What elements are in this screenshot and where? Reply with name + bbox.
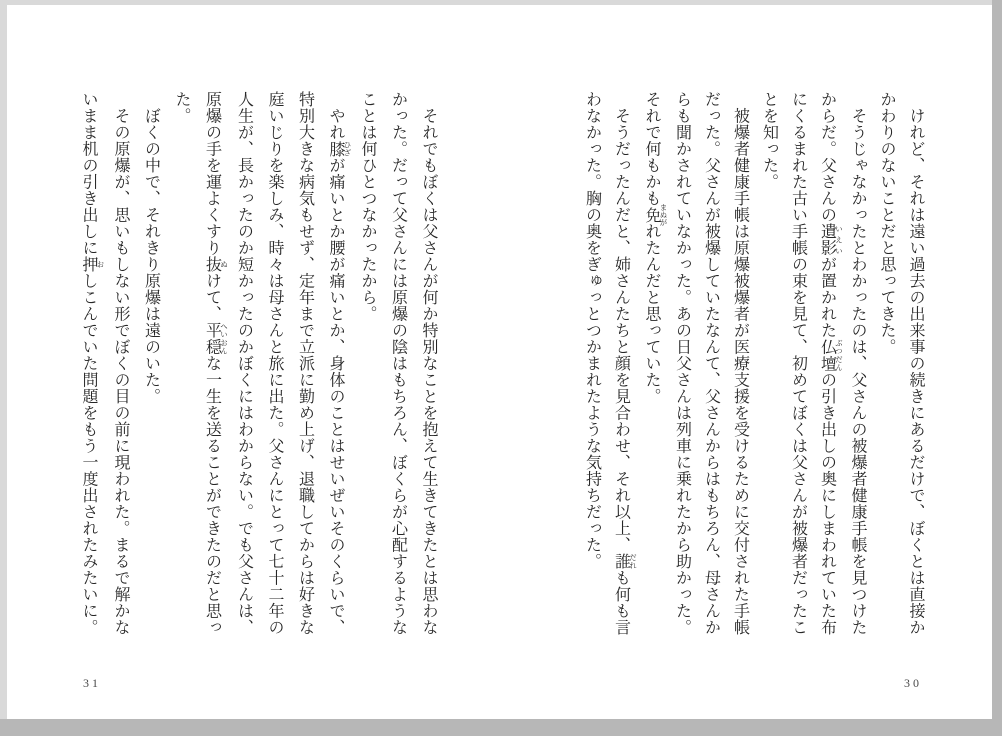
- text-column: やれ膝 ひざが痛いとか腰が痛いとか、身体のことはせいぜいそのくらいで、: [327, 91, 352, 636]
- text-column: わなかった。胸の奥をぎゅっとつかまれたような気持ちだった。: [583, 91, 601, 570]
- text-column: 人生が、長かったのか短かったのかぼくにはわからない。でも父さんは、: [235, 91, 253, 636]
- text-column: 被爆者健康手帳は原爆被爆者が医療支援を受けるために交付された手帳: [731, 91, 749, 636]
- text-column: 庭いじりを楽しみ、時々は母さんと旅に出た。父さんにとって七十二年の: [266, 91, 283, 636]
- text-column: らも聞かされていなかった。あの日父さんは列車に乗れたから助かった。: [673, 91, 691, 636]
- scan-edge-right: [992, 0, 1002, 736]
- text-column: その原爆が、思いもしない形でぼくの目の前に現われた。まるで解かな: [112, 91, 129, 636]
- scan-edge-left: [0, 0, 7, 736]
- text-column: かった。だって父さんには原爆の陰はもちろん、ぼくらが心配するような: [389, 91, 407, 636]
- page-spread: [7, 5, 992, 719]
- left-page-text-block: [77, 91, 443, 651]
- text-column: 原爆の手を運よくすり抜 ぬけて、平穏 へいおんな一生を送ることができたのだと思っ: [203, 91, 229, 636]
- text-column: た。: [173, 91, 190, 124]
- text-column: そうじゃなかったとわかったのは、父さんの被爆者健康手帳を見つけた: [849, 91, 866, 636]
- right-page-text-block: [582, 91, 930, 647]
- text-column: にくるまれた古い手帳の束を見て、初めてぼくは父さんが被爆者だったこ: [789, 91, 807, 636]
- text-column: 特別大きな病気もせず、定年まで立派に勤め上げ、退職してからは好きな: [296, 91, 314, 636]
- scan-edge-bottom: [0, 719, 1002, 736]
- text-column: それで何もかも免 まぬがれたんだと思っていた。: [643, 91, 668, 405]
- page-number-left: 31: [83, 676, 101, 690]
- text-column: とを知った。: [760, 91, 778, 190]
- text-column: けれど、それは遠い過去の出来事の続きにあるだけで、ぼくとは直接か: [907, 91, 924, 636]
- text-column: ぼくの中で、それきり原爆は遠のいた。: [142, 91, 160, 405]
- text-column: いまま机の引き出しに押 おしこんでいた問題をもう一度出されたみたいに。: [80, 91, 105, 636]
- text-column: ことは何ひとつなかったから。: [359, 91, 376, 322]
- text-column: かわりのないことだと思ってきた。: [878, 91, 895, 355]
- text-column: からだ。父さんの遺影 いえいが置かれた仏壇 ぶつだんの引き出しの奥にしまわれていた布: [818, 91, 844, 636]
- page-number-right: 30: [904, 676, 922, 690]
- text-column: だった。父さんが被爆していたなんて、父さんからはもちろん、母さんか: [702, 91, 720, 636]
- text-column: そうだったんだと、姉さんたちと顔を見合わせ、それ以上、誰 だれも何も言: [612, 91, 638, 636]
- text-column: それでもぼくは父さんが何か特別なことを抱えて生きてきたとは思わな: [420, 91, 437, 636]
